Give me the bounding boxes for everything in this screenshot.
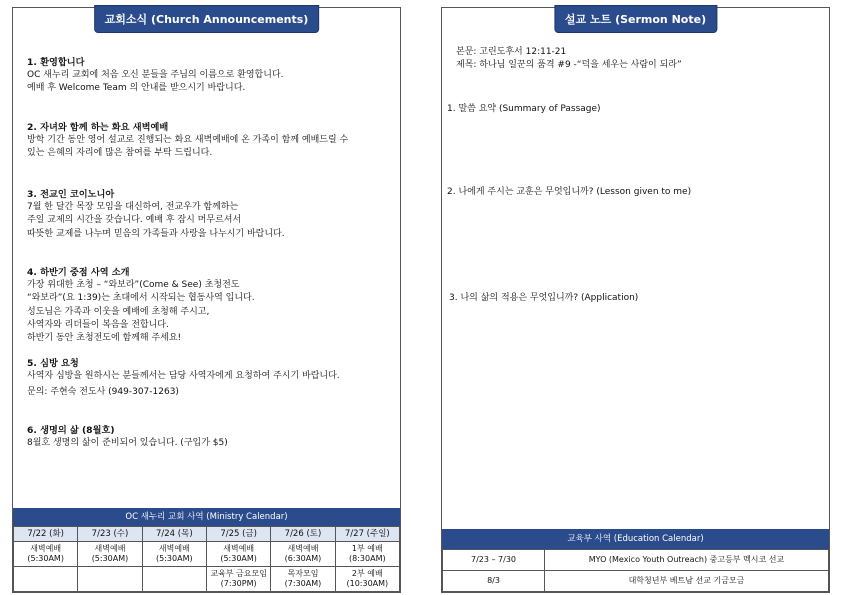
announcement-line: 7월 한 달간 목장 모임을 대신하여, 전교우가 함께하는: [27, 202, 239, 213]
event-time: (5:30AM): [220, 554, 257, 563]
announcement-line: 문의: 주현숙 전도사 (949-307-1263): [27, 387, 179, 398]
announcement-line: 방학 기간 동안 영어 설교로 진행되는 화요 새벽예배에 온 가족이 함께 예배드릴 수: [27, 135, 349, 146]
question-summary: 1. 말씀 요약 (Summary of Passage): [447, 104, 601, 114]
calendar-cell: [271, 567, 335, 592]
announcement-line: 따뜻한 교제를 나누며 믿음의 가족들과 사랑을 나누시기 바랍니다.: [27, 228, 285, 239]
announcement-line: 8월호 생명의 삶이 준비되어 있습니다. (구입가 $5): [27, 438, 228, 449]
sermon-note-title: 설교 노트 (Sermon Note): [555, 6, 716, 32]
calendar-day: 7/22 (화): [14, 527, 78, 542]
announcement-heading: 4. 하반기 중점 사역 소개: [27, 267, 130, 278]
event-name: 새벽예배: [30, 544, 62, 553]
edu-date: 7/23 – 7/30: [443, 550, 545, 571]
announcement-2: [27, 121, 387, 161]
sermon-note-panel: [441, 7, 830, 593]
event-time: (5:30AM): [27, 554, 64, 563]
question-lesson: 2. 나에게 주시는 교훈은 무엇입니까? (Lesson given to me): [447, 187, 692, 197]
event-name: 목자모임: [287, 569, 319, 578]
announcement-line: 하반기 동안 초청전도에 함께해 주세요!: [27, 333, 182, 344]
announcement-1: [27, 56, 387, 96]
calendar-cell: [206, 542, 270, 567]
announcement-heading: 2. 자녀와 함께 하는 화요 새벽예배: [27, 122, 169, 133]
event-time: (8:30AM): [349, 554, 386, 563]
announcement-3: [27, 188, 387, 241]
event-time: (7:30AM): [284, 579, 322, 588]
sermon-scripture: 본문: 고린도후서 12:11-21: [456, 47, 567, 57]
calendar-day: 7/26 (토): [271, 527, 335, 542]
calendar-cell: [206, 567, 270, 592]
announcement-line: OC 새누리 교회에 처음 오신 분들을 주님의 이름으로 환영합니다.: [27, 70, 284, 81]
calendar-day: 7/25 (금): [206, 527, 270, 542]
event-name: 1부 예배: [351, 544, 383, 553]
announcement-heading: 5. 심방 요청: [27, 358, 79, 369]
calendar-cell: [142, 567, 206, 592]
edu-date: 8/3: [443, 571, 545, 592]
calendar-cell: [335, 567, 399, 592]
event-time: (5:30AM): [91, 554, 129, 563]
announcements-panel: [12, 7, 401, 593]
event-name: 새벽예배: [223, 544, 255, 553]
announcement-line: 사역자 심방을 원하시는 분들께서는 담당 사역자에게 요청하여 주시기 바랍니다.: [27, 371, 340, 382]
announcement-line: 가장 위대한 초청 – “와보라”(Come & See) 초청전도: [27, 280, 240, 291]
announcement-line: 주일 교제의 시간을 갖습니다. 예배 후 잠시 머무르셔서: [27, 215, 242, 226]
event-name: 새벽예배: [158, 544, 190, 553]
event-time: (10:30AM): [346, 579, 389, 588]
announcement-line: 성도님은 가족과 이웃을 예배에 초청해 주시고,: [27, 306, 210, 317]
event-time: (5:30AM): [156, 554, 193, 563]
announcement-heading: 6. 생명의 삶 (8월호): [27, 425, 115, 436]
edu-desc: MYO (Mexico Youth Outreach) 중고등부 멕시코 선교: [545, 550, 829, 571]
ministry-calendar-table: [13, 526, 400, 592]
education-calendar-table: [442, 549, 829, 592]
announcement-line: 사역자와 리더들이 복음을 전합니다.: [27, 319, 169, 330]
announcements-title: 교회소식 (Church Announcements): [95, 6, 319, 32]
event-name: 교육부 금요모임: [210, 569, 267, 578]
calendar-cell: [78, 567, 142, 592]
sermon-meta: [456, 46, 682, 71]
calendar-cell: [271, 542, 335, 567]
question-application: 3. 나의 삶의 적용은 무엇입니까? (Application): [449, 293, 639, 303]
event-name: 새벽예배: [94, 544, 126, 553]
event-time: (7:30PM): [220, 579, 257, 588]
event-name: 새벽예배: [287, 544, 319, 553]
calendar-day: 7/23 (수): [78, 527, 142, 542]
education-calendar: [442, 529, 829, 592]
ministry-calendar-title: OC 새누리 교회 사역 (Ministry Calendar): [13, 509, 400, 526]
sermon-subject: 제목: 하나님 일꾼의 품격 #9 -“덕을 세우는 사람이 되라”: [456, 59, 682, 70]
event-time: (6:30AM): [284, 554, 322, 563]
calendar-cell: [14, 542, 78, 567]
calendar-cell: [78, 542, 142, 567]
calendar-cell: [335, 542, 399, 567]
ministry-calendar: [13, 508, 400, 592]
calendar-cell: [14, 567, 78, 592]
announcement-heading: 1. 환영합니다: [27, 57, 85, 68]
edu-desc: 대학청년부 베트남 선교 기금모금: [545, 571, 829, 592]
calendar-day: 7/27 (주일): [335, 527, 399, 542]
announcement-line: “와보라”(요 1:39)는 초대에서 시작되는 협동사역 입니다.: [27, 293, 255, 304]
announcement-heading: 3. 전교인 코이노니아: [27, 189, 115, 200]
announcement-6: [27, 424, 387, 450]
education-calendar-title: 교육부 사역 (Education Calendar): [442, 530, 829, 549]
announcement-4: [27, 266, 387, 345]
calendar-cell: [142, 542, 206, 567]
announcement-line: 있는 은혜의 자리에 많은 참여를 부탁 드립니다.: [27, 148, 213, 159]
event-name: 2부 예배: [351, 569, 383, 578]
calendar-day: 7/24 (목): [142, 527, 206, 542]
announcement-5: [27, 357, 387, 400]
announcement-line: 예배 후 Welcome Team 의 안내를 받으시기 바랍니다.: [27, 83, 246, 94]
